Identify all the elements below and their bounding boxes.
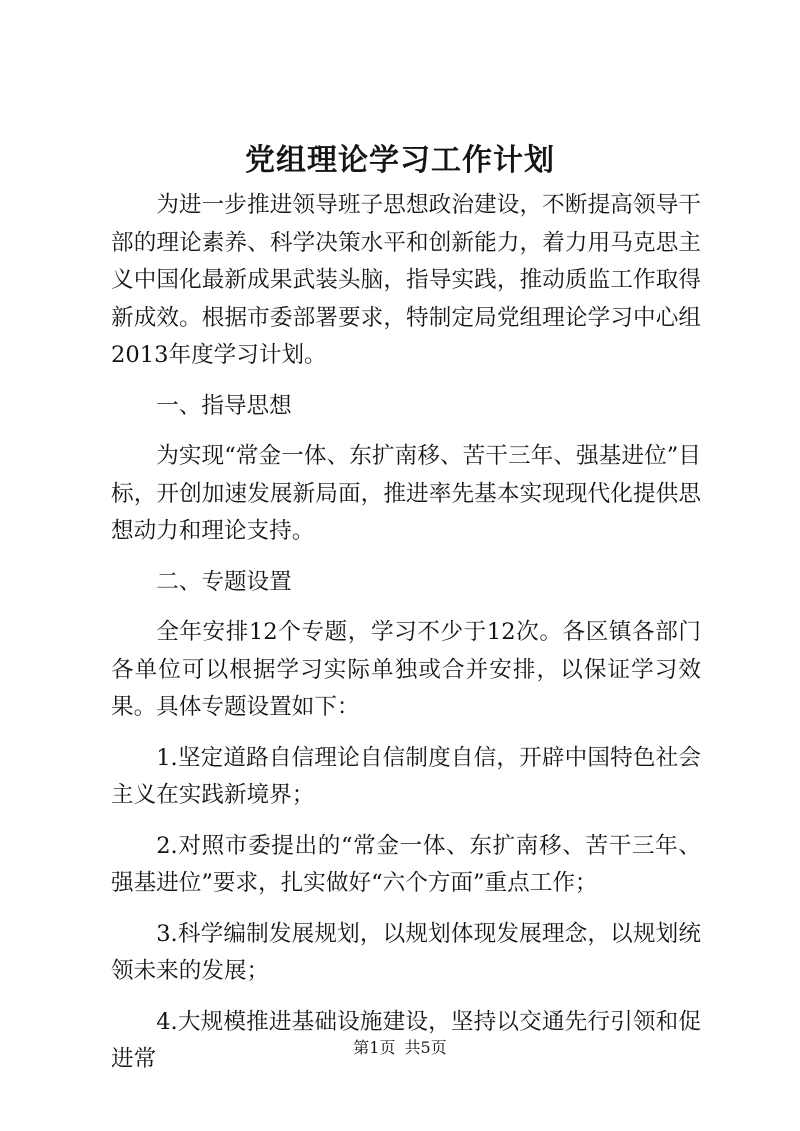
document-title: 党组理论学习工作计划 [245,143,555,178]
guiding-thought-paragraph: 为实现“常金一体、东扩南移、苦干三年、强基进位”目标，开创加速发展新局面，推进率先基本实现现代化提供思想动力和理论支持。 [111,443,701,544]
topic-item-2: 2.对照市委提出的“常金一体、东扩南移、苦干三年、强基进位”要求，扎实做好“六个方面”重点工作； [111,832,701,896]
page-number: 第1页 [353,1038,396,1057]
page-total: 共5页 [404,1038,447,1057]
section-heading-guiding-thought: 一、指导思想 [156,392,292,419]
page-footer [0,1038,800,1058]
topics-intro-paragraph: 全年安排12个专题，学习不少于12次。各区镇各部门各单位可以根据学习实际单独或合并安排，以保证学习效果。具体专题设置如下： [111,619,701,720]
topic-item-4: 4.大规模推进基础设施建设，坚持以交通先行引领和促进常 [111,1008,701,1072]
intro-paragraph: 为进一步推进领导班子思想政治建设，不断提高领导干部的理论素养、科学决策水平和创新能力，着力用马克思主义中国化最新成果武装头脑，指导实践，推动质监工作取得新成效。根据市委部署要求，特制定局党组理论学习中心组2013年度学习计划。 [111,192,701,368]
topic-item-3: 3.科学编制发展规划，以规划体现发展理念，以规划统领未来的发展； [111,920,701,984]
section-heading-topics: 二、专题设置 [156,568,292,595]
topic-item-1: 1.坚定道路自信理论自信制度自信，开辟中国特色社会主义在实践新境界； [111,744,701,808]
document-body [111,187,701,1092]
